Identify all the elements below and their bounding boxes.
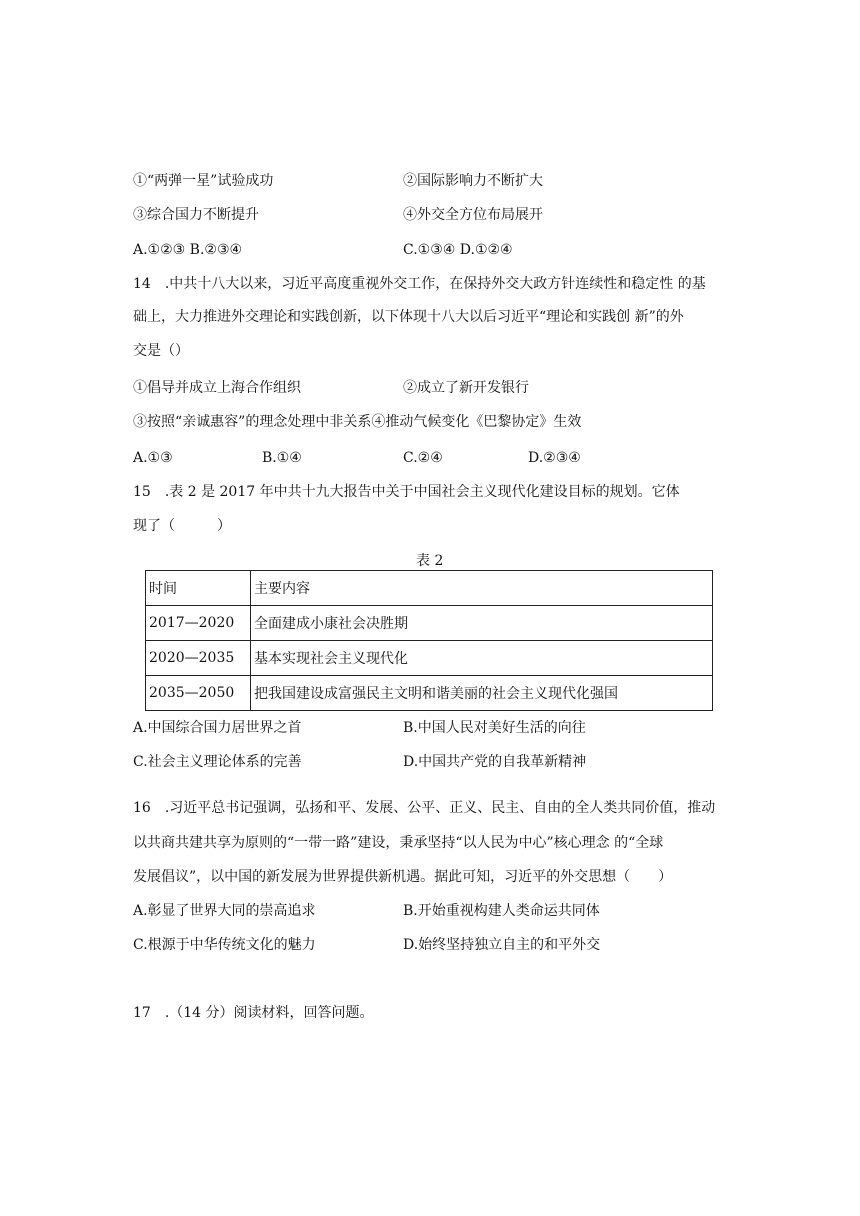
q16-stem-line-2: 以共商共建共享为原则的“一带一路”建设，秉承坚持“以人民为中心”核心理念 的“全球 [133,835,664,851]
table-cell-time: 2017—2020 [146,606,251,641]
table-cell-time: 2020—2035 [146,641,251,676]
q16-choice-c: C.根源于中华传统文化的魅力 [133,937,316,953]
table-cell-content: 把我国建设成富强民主文明和谐美丽的社会主义现代化强国 [251,676,713,711]
table-cell-content: 基本实现社会主义现代化 [251,641,713,676]
q14-choice-d: D.②③④ [528,450,581,466]
q16-choice-d: D.始终坚持独立自主的和平外交 [403,937,601,953]
q15-choice-c: C.社会主义理论体系的完善 [133,754,302,770]
q14-option-3-4: ③按照“亲诚惠容”的理念处理中非关系④推动气候变化《巴黎协定》生效 [133,414,582,430]
q13-choices-ab: A.①②③ B.②③④ [133,242,243,258]
q16-stem-line-3: 发展倡议”，以中国的新发展为世界提供新机遇。据此可知，习近平的外交思想（ ） [133,869,673,885]
q13-option-4: ④外交全方位布局展开 [403,207,543,223]
table-header-content: 主要内容 [251,571,713,606]
q14-stem-line-3: 交是（） [133,343,189,359]
table-header-row [146,571,713,606]
q15-stem-line-1: 15 .表 2 是 2017 年中共十九大报告中关于中国社会主义现代化建设目标的规划。它体 [133,484,680,500]
q15-choice-d: D.中国共产党的自我革新精神 [403,754,587,770]
table-header-time: 时间 [146,571,251,606]
plan-table [145,570,713,711]
table-cell-content: 全面建成小康社会决胜期 [251,606,713,641]
q16-stem-line-1: 16 .习近平总书记强调，弘扬和平、发展、公平、正义、民主、自由的全人类共同价值，推动 [133,800,716,816]
q14-stem-line-2: 础上，大力推进外交理论和实践创新，以下体现十八大以后习近平“理论和实践创 新”的外 [133,309,684,325]
table-cell-time: 2035—2050 [146,676,251,711]
q13-choices-cd: C.①③④ D.①②④ [403,242,513,258]
q13-option-3: ③综合国力不断提升 [133,207,259,223]
q14-option-1: ①倡导并成立上海合作组织 [133,380,301,396]
table-row [146,641,713,676]
table-row [146,676,713,711]
q15-stem-line-2: 现了（ ） [133,518,231,534]
q14-stem-line-1: 14 .中共十八大以来，习近平高度重视外交工作，在保持外交大政方针连续性和稳定性 的基 [133,276,706,292]
table-caption: 表 2 [416,553,444,569]
q16-choice-b: B.开始重视构建人类命运共同体 [403,903,600,919]
q14-choice-b: B.①④ [262,450,302,466]
q14-choice-c: C.②④ [403,450,443,466]
q13-option-1: ①“两弹一星”试验成功 [133,173,274,189]
q15-choice-b: B.中国人民对美好生活的向往 [403,720,586,736]
q15-choice-a: A.中国综合国力居世界之首 [133,720,302,736]
q14-choice-a: A.①③ [133,450,173,466]
q14-option-2: ②成立了新开发银行 [403,380,529,396]
table-row [146,606,713,641]
q13-option-2: ②国际影响力不断扩大 [403,173,543,189]
q16-choice-a: A.彰显了世界大同的崇高追求 [133,903,316,919]
q17-stem-line-1: 17 .（14 分）阅读材料，回答问题。 [133,1005,374,1021]
